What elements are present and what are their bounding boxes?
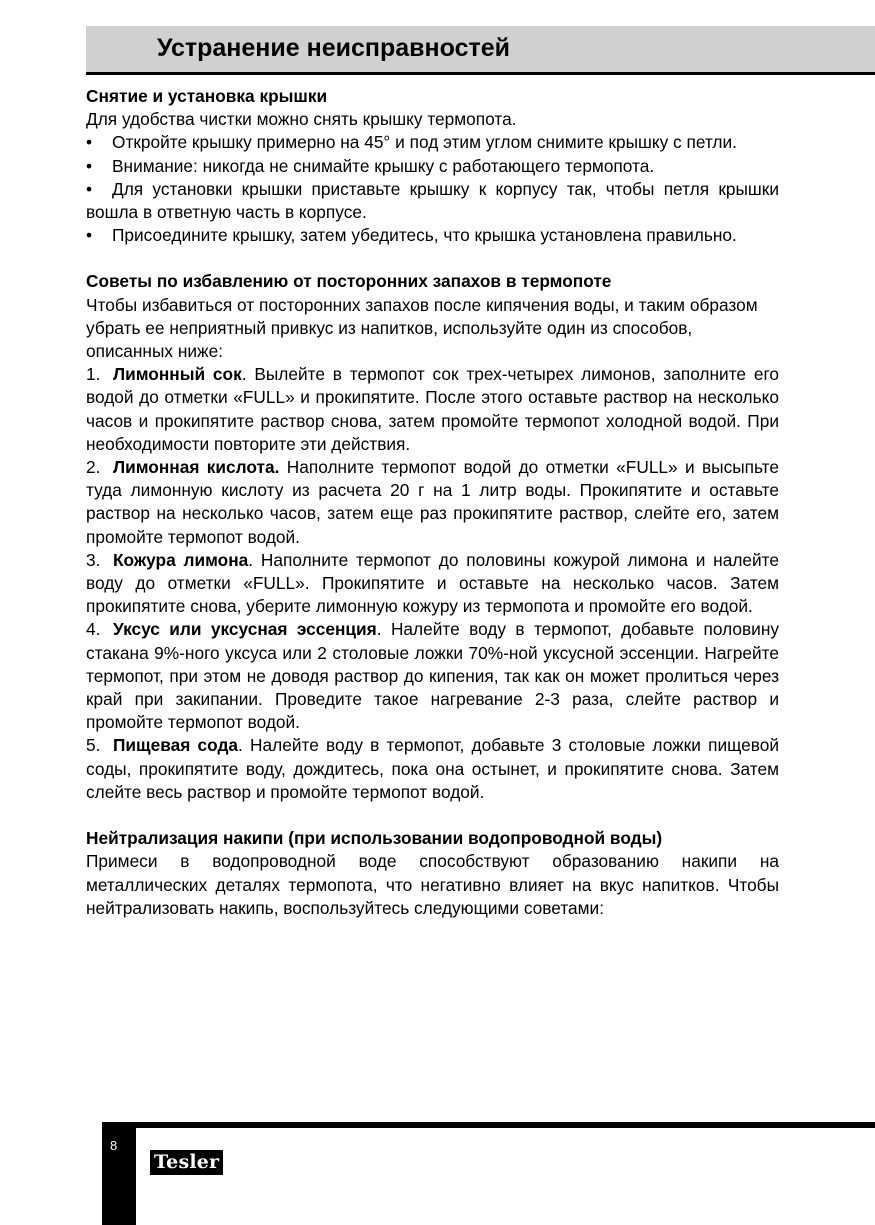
bullet-icon: • xyxy=(86,178,93,199)
section-title-scale: Нейтрализация накипи (при использовании водопроводной воды) xyxy=(86,828,663,849)
bullet-icon: • xyxy=(86,155,93,176)
section-intro: Для удобства чистки можно снять крышку термопота. xyxy=(86,109,517,130)
numbered-item xyxy=(86,363,779,456)
page-number: 8 xyxy=(110,1138,118,1153)
item-text: Наполните термопот водой до отметки «FULL» и высыпьте туда лимонную кислоту из расчета 20 г на 1 литр воды. Прокипятите и оставьте раствор на несколько часов, затем еще раз прокипятите раствор, слейте его, затем промойте термопот водой. xyxy=(86,457,780,547)
bullet-item xyxy=(86,178,779,224)
numbered-item xyxy=(86,456,779,549)
bullet-item xyxy=(86,224,779,247)
item-text: . Налейте воду в термопот, добавьте 3 столовые ложки пищевой соды, прокипятите воду, дождитесь, пока она остынет, и прокипятите снова. Затем слейте весь раствор и промойте термопот водой. xyxy=(86,735,779,802)
item-number: 5. xyxy=(86,735,101,756)
item-heading: Пищевая сода xyxy=(113,735,239,756)
numbered-item xyxy=(86,618,779,734)
numbered-item xyxy=(86,734,779,804)
header-rule xyxy=(86,72,875,75)
bullet-text: Для установки крышки приставьте крышку к корпусу так, чтобы петля крышки вошла в ответную часть в корпусе. xyxy=(86,178,779,223)
item-heading: Лимонная кислота. xyxy=(113,457,280,478)
numbered-item xyxy=(86,549,779,619)
item-number: 4. xyxy=(86,619,101,640)
item-text: . Вылейте в термопот сок трех-четырех лимонов, заполните его водой до отметки «FULL» и прокипятите. После этого оставьте раствор на несколько часов и прокипятите раствор снова, затем промойте термопот холодной водой. При необходимости повторите эти действия. xyxy=(86,364,779,454)
item-text: . Наполните термопот до половины кожурой лимона и налейте воду до отметки «FULL». Прокипятите и оставьте на несколько часов. Затем прокипятите снова, уберите лимонную кожуру из термопота и промойте его водой. xyxy=(86,549,780,617)
bullet-icon: • xyxy=(86,225,93,246)
item-number: 2. xyxy=(86,457,101,478)
section-title-odors: Советы по избавлению от посторонних запахов в термопоте xyxy=(86,271,612,292)
item-number: 1. xyxy=(86,364,101,385)
bullet-item xyxy=(86,155,779,178)
bullet-item xyxy=(86,131,779,154)
item-heading: Кожура лимона xyxy=(113,549,249,570)
footer-rule xyxy=(102,1122,875,1128)
item-text: . Налейте воду в термопот, добавьте половину стакана 9%-ного уксуса или 2 столовые ложки 70%-ной уксусной эссенции. Нагрейте термопот, при этом не доводя раствор до кипения, так как он может пролиться через край при закипании. Проведите такое нагревание 2-3 раза, слейте раствор и промойте термопот водой. xyxy=(86,619,780,733)
footer-tab xyxy=(102,1122,136,1225)
bullet-text: Откройте крышку примерно на 45° и под этим углом снимите крышку с петли. xyxy=(112,132,737,153)
section-text: Примеси в водопроводной воде способствуют образованию накипи на металлических деталях термопота, что негативно влияет на вкус напитков. Чтобы нейтрализовать накипь, воспользуйтесь следующими советами: xyxy=(86,851,779,918)
item-number: 3. xyxy=(86,549,101,570)
bullet-icon: • xyxy=(86,132,93,153)
item-heading: Уксус или уксусная эссенция xyxy=(113,619,377,640)
section-intro: Чтобы избавиться от посторонних запахов после кипячения воды, и таким образом убрать ее неприятный привкус из напитков, используйте один из способов, описанных ниже: xyxy=(86,294,758,362)
page-content xyxy=(86,85,779,920)
bullet-text: Внимание: никогда не снимайте крышку с работающего термопота. xyxy=(112,155,655,176)
page-title: Устранение неисправностей xyxy=(157,34,511,62)
brand-logo: Tesler xyxy=(150,1150,223,1175)
item-heading: Лимонный сок xyxy=(113,364,242,385)
bullet-text: Присоедините крышку, затем убедитесь, что крышка установлена правильно. xyxy=(112,225,737,246)
section-title-lid: Снятие и установка крышки xyxy=(86,86,328,106)
